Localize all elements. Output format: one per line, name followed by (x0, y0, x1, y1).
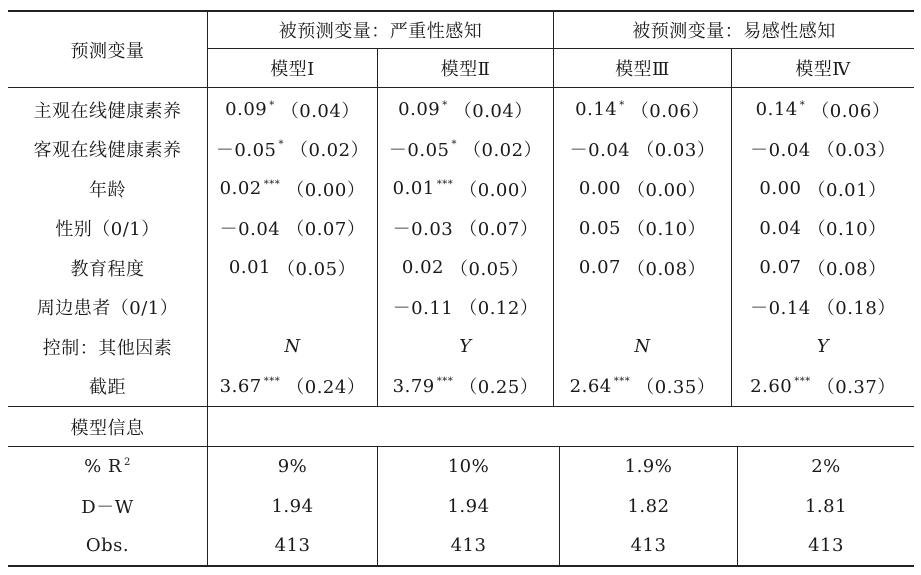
table-cell: 0.09 * （0.04） (378, 90, 553, 130)
standard-error: （0.08） (807, 258, 887, 280)
standard-error: （0.07） (459, 219, 539, 241)
standard-error: （0.24） (286, 377, 366, 399)
stat-value: 1.81 (804, 495, 848, 517)
coefficient: 0.02 (219, 178, 262, 200)
coefficient: －0.05 (215, 140, 277, 162)
standard-error: （0.08） (627, 258, 707, 280)
coefficient: －0.11 (392, 298, 454, 320)
standard-error: （0.06） (630, 100, 710, 122)
table-cell (378, 248, 553, 288)
row-label: 控制：其他因素 (42, 337, 173, 359)
standard-error: （0.05） (277, 258, 357, 280)
table-cell (208, 288, 377, 328)
standard-error: （0.05） (450, 258, 530, 280)
standard-error: （0.00） (286, 179, 366, 201)
table-cell: 0.14 * （0.06） (732, 90, 914, 130)
row-label: 截距 (89, 377, 126, 399)
coefficient: N (634, 336, 651, 358)
row-label: 年龄 (89, 179, 126, 201)
table-cell (378, 327, 553, 367)
standard-error: （0.02） (463, 140, 543, 162)
standard-error: （0.03） (636, 140, 716, 162)
row-label: 主观在线健康素养 (33, 100, 182, 122)
table-cell (554, 327, 731, 367)
coefficient: －0.04 (750, 140, 811, 162)
coefficient: 0.14 (755, 99, 798, 121)
coefficient: 0.01 (392, 178, 435, 200)
table-cell (732, 288, 914, 328)
stat-value: 1.82 (627, 495, 670, 517)
table-cell: 0.14 * （0.06） (554, 90, 731, 130)
coefficient: 0.00 (759, 178, 802, 200)
coefficient: Y (459, 336, 472, 358)
table-cell (378, 209, 553, 249)
stat-value: 10% (447, 456, 490, 478)
table-cell: －0.05 * （0.02） (378, 130, 553, 170)
standard-error: （0.02） (290, 140, 370, 162)
stat-label-text: % R (84, 456, 122, 478)
coefficient: 0.02 (401, 257, 444, 279)
stat-value: 1.9% (624, 456, 673, 478)
table-cell (732, 169, 914, 209)
standard-error: （0.12） (459, 298, 539, 320)
table-cell (554, 288, 731, 328)
model-header-3: 模型Ⅲ (615, 59, 670, 80)
row-label: 教育程度 (70, 258, 145, 280)
standard-error: （0.04） (453, 100, 533, 122)
table-cell (554, 209, 731, 249)
coefficient: 0.04 (759, 217, 802, 239)
row-label: 周边患者（0/1） (36, 298, 179, 320)
stat-value: 1.94 (447, 495, 490, 517)
stat-value: 9% (277, 456, 308, 478)
coefficient: －0.14 (750, 298, 811, 320)
table-cell: 2.64 *** （0.35） (554, 367, 731, 407)
model-header-2: 模型Ⅱ (440, 59, 491, 80)
table-cell (208, 248, 377, 288)
row-label-header: 预测变量 (70, 40, 145, 62)
stat-value: 1.94 (271, 495, 314, 517)
row-label: 性别（0/1） (55, 219, 160, 241)
stat-value: 413 (274, 535, 311, 557)
coefficient: 0.00 (578, 178, 621, 200)
stat-label-text: D－W (81, 497, 134, 519)
table-cell (554, 248, 731, 288)
model-header-4: 模型Ⅳ (795, 59, 851, 80)
coefficient: Y (816, 336, 830, 358)
table-cell (378, 288, 553, 328)
standard-error: （0.00） (627, 179, 707, 201)
standard-error: （0.00） (459, 179, 539, 201)
coefficient: 0.07 (578, 257, 621, 279)
group-header-susceptibility: 被预测变量：易感性感知 (632, 21, 836, 42)
coefficient: 2.60 (750, 375, 793, 397)
table-cell (554, 130, 731, 170)
coefficient: 0.07 (759, 257, 802, 279)
standard-error: （0.10） (807, 219, 887, 241)
table-cell (208, 327, 377, 367)
standard-error: （0.18） (816, 298, 896, 320)
coefficient: －0.03 (392, 219, 454, 241)
coefficient: 3.79 (392, 375, 435, 397)
table-cell (208, 209, 377, 249)
coefficient: 0.01 (228, 257, 271, 279)
header-rule (8, 87, 914, 88)
model-header-1: 模型Ⅰ (270, 59, 315, 80)
table-cell (732, 209, 914, 249)
table-cell: 0.09 * （0.04） (208, 90, 377, 130)
coefficient: 2.64 (569, 375, 612, 397)
standard-error: （0.10） (627, 219, 707, 241)
coefficient: 3.67 (219, 375, 262, 397)
table-cell: 0.02 *** （0.00） (208, 169, 377, 209)
group-header-severity: 被预测变量：严重性感知 (278, 21, 483, 42)
standard-error: （0.07） (286, 219, 366, 241)
standard-error: （0.01） (807, 179, 887, 201)
coefficient: －0.05 (388, 140, 450, 162)
standard-error: （0.37） (816, 377, 896, 399)
stat-label-text: Obs. (85, 535, 130, 557)
table-cell: 3.67 *** （0.24） (208, 367, 377, 407)
coefficient: －0.04 (219, 219, 281, 241)
stat-label: % R $^2$ (84, 456, 131, 478)
standard-error: （0.06） (811, 100, 891, 122)
stat-label (8, 487, 207, 527)
coefficient: －0.04 (569, 140, 631, 162)
table-cell (732, 248, 914, 288)
table-cell (554, 169, 731, 209)
standard-error: （0.35） (636, 377, 716, 399)
standard-error: （0.04） (280, 100, 360, 122)
coefficient: 0.05 (578, 217, 621, 239)
stat-label (8, 526, 207, 566)
row-label: 客观在线健康素养 (33, 140, 182, 162)
table-cell: 0.01 *** （0.00） (378, 169, 553, 209)
stat-value: 2% (811, 456, 841, 478)
table-cell: 2.60 *** （0.37） (732, 367, 914, 407)
stat-value: 413 (630, 535, 667, 557)
stat-value: 413 (808, 535, 844, 557)
coefficient: 0.09 (225, 99, 268, 121)
table-cell: －0.05 * （0.02） (208, 130, 377, 170)
table-cell (732, 130, 914, 170)
table-cell: 3.79 *** （0.25） (378, 367, 553, 407)
stat-value: 413 (450, 535, 487, 557)
model-info-label: 模型信息 (70, 417, 145, 439)
coefficient: N (284, 336, 301, 358)
table-cell (732, 327, 914, 367)
standard-error: （0.25） (459, 377, 539, 399)
standard-error: （0.03） (816, 140, 896, 162)
coefficient: 0.14 (575, 99, 618, 121)
coefficient: 0.09 (398, 99, 441, 121)
